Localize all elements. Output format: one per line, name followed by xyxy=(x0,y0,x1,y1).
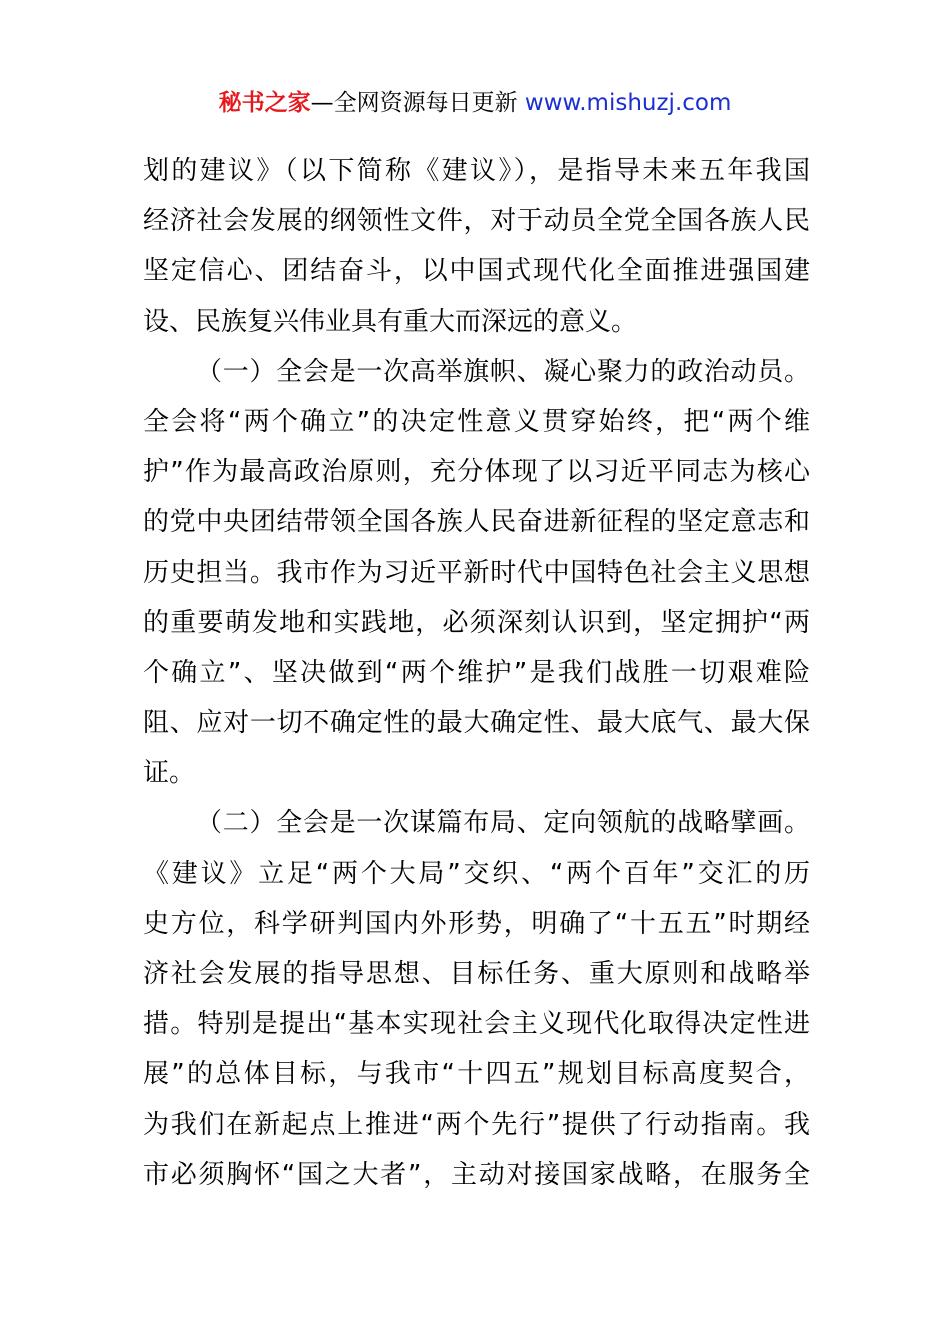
text-line: 个确立”、坚决做到“两个维护”是我们战胜一切艰难险 xyxy=(143,657,810,688)
text-line: 划的建议》（以下简称《建议》），是指导未来五年我国 xyxy=(143,156,810,186)
header-tagline: —全网资源每日更新 xyxy=(310,90,525,116)
text-line: 展”的总体目标，与我市“十四五”规划目标高度契合， xyxy=(143,1059,810,1090)
text-line: 措。特别是提出“基本实现社会主义现代化取得决定性进 xyxy=(143,1009,810,1040)
page-header xyxy=(0,86,950,120)
text-line: 为我们在新起点上推进“两个先行”提供了行动指南。我 xyxy=(143,1109,810,1140)
text-line: 证。 xyxy=(143,758,196,789)
text-line: 阻、应对一切不确定性的最大确定性、最大底气、最大保 xyxy=(143,708,810,739)
paragraph-heading-line: （一）全会是一次高举旗帜、凝心聚力的政治动员。 xyxy=(196,356,810,387)
document-body xyxy=(143,146,810,1200)
text-line: 全会将“两个确立”的决定性意义贯穿始终，把“两个维 xyxy=(143,406,810,437)
text-line: 护”作为最高政治原则，充分体现了以习近平同志为核心 xyxy=(143,457,810,488)
text-line: 的党中央团结带领全国各族人民奋进新征程的坚定意志和 xyxy=(143,507,810,538)
text-line: 经济社会发展的纲领性文件，对于动员全党全国各族人民 xyxy=(143,206,810,237)
text-line: 济社会发展的指导思想、目标任务、重大原则和战略举 xyxy=(143,959,810,989)
text-line: 市必须胸怀“国之大者”，主动对接国家战略，在服务全 xyxy=(143,1159,810,1190)
brand-name: 秘书之家 xyxy=(218,90,311,116)
paragraph-heading-line: （二）全会是一次谋篇布局、定向领航的战略擘画。 xyxy=(196,808,810,839)
website-link[interactable]: www.mishuzj.com xyxy=(524,90,732,116)
text-line: 的重要萌发地和实践地，必须深刻认识到，坚定拥护“两 xyxy=(143,607,810,638)
text-line: 《建议》立足“两个大局”交织、“两个百年”交汇的历 xyxy=(143,858,810,889)
text-line: 史方位，科学研判国内外形势，明确了“十五五”时期经 xyxy=(143,908,810,939)
text-line: 设、民族复兴伟业具有重大而深远的意义。 xyxy=(143,306,638,337)
text-line: 历史担当。我市作为习近平新时代中国特色社会主义思想 xyxy=(143,557,810,588)
text-line: 坚定信心、团结奋斗，以中国式现代化全面推进强国建 xyxy=(143,256,810,287)
